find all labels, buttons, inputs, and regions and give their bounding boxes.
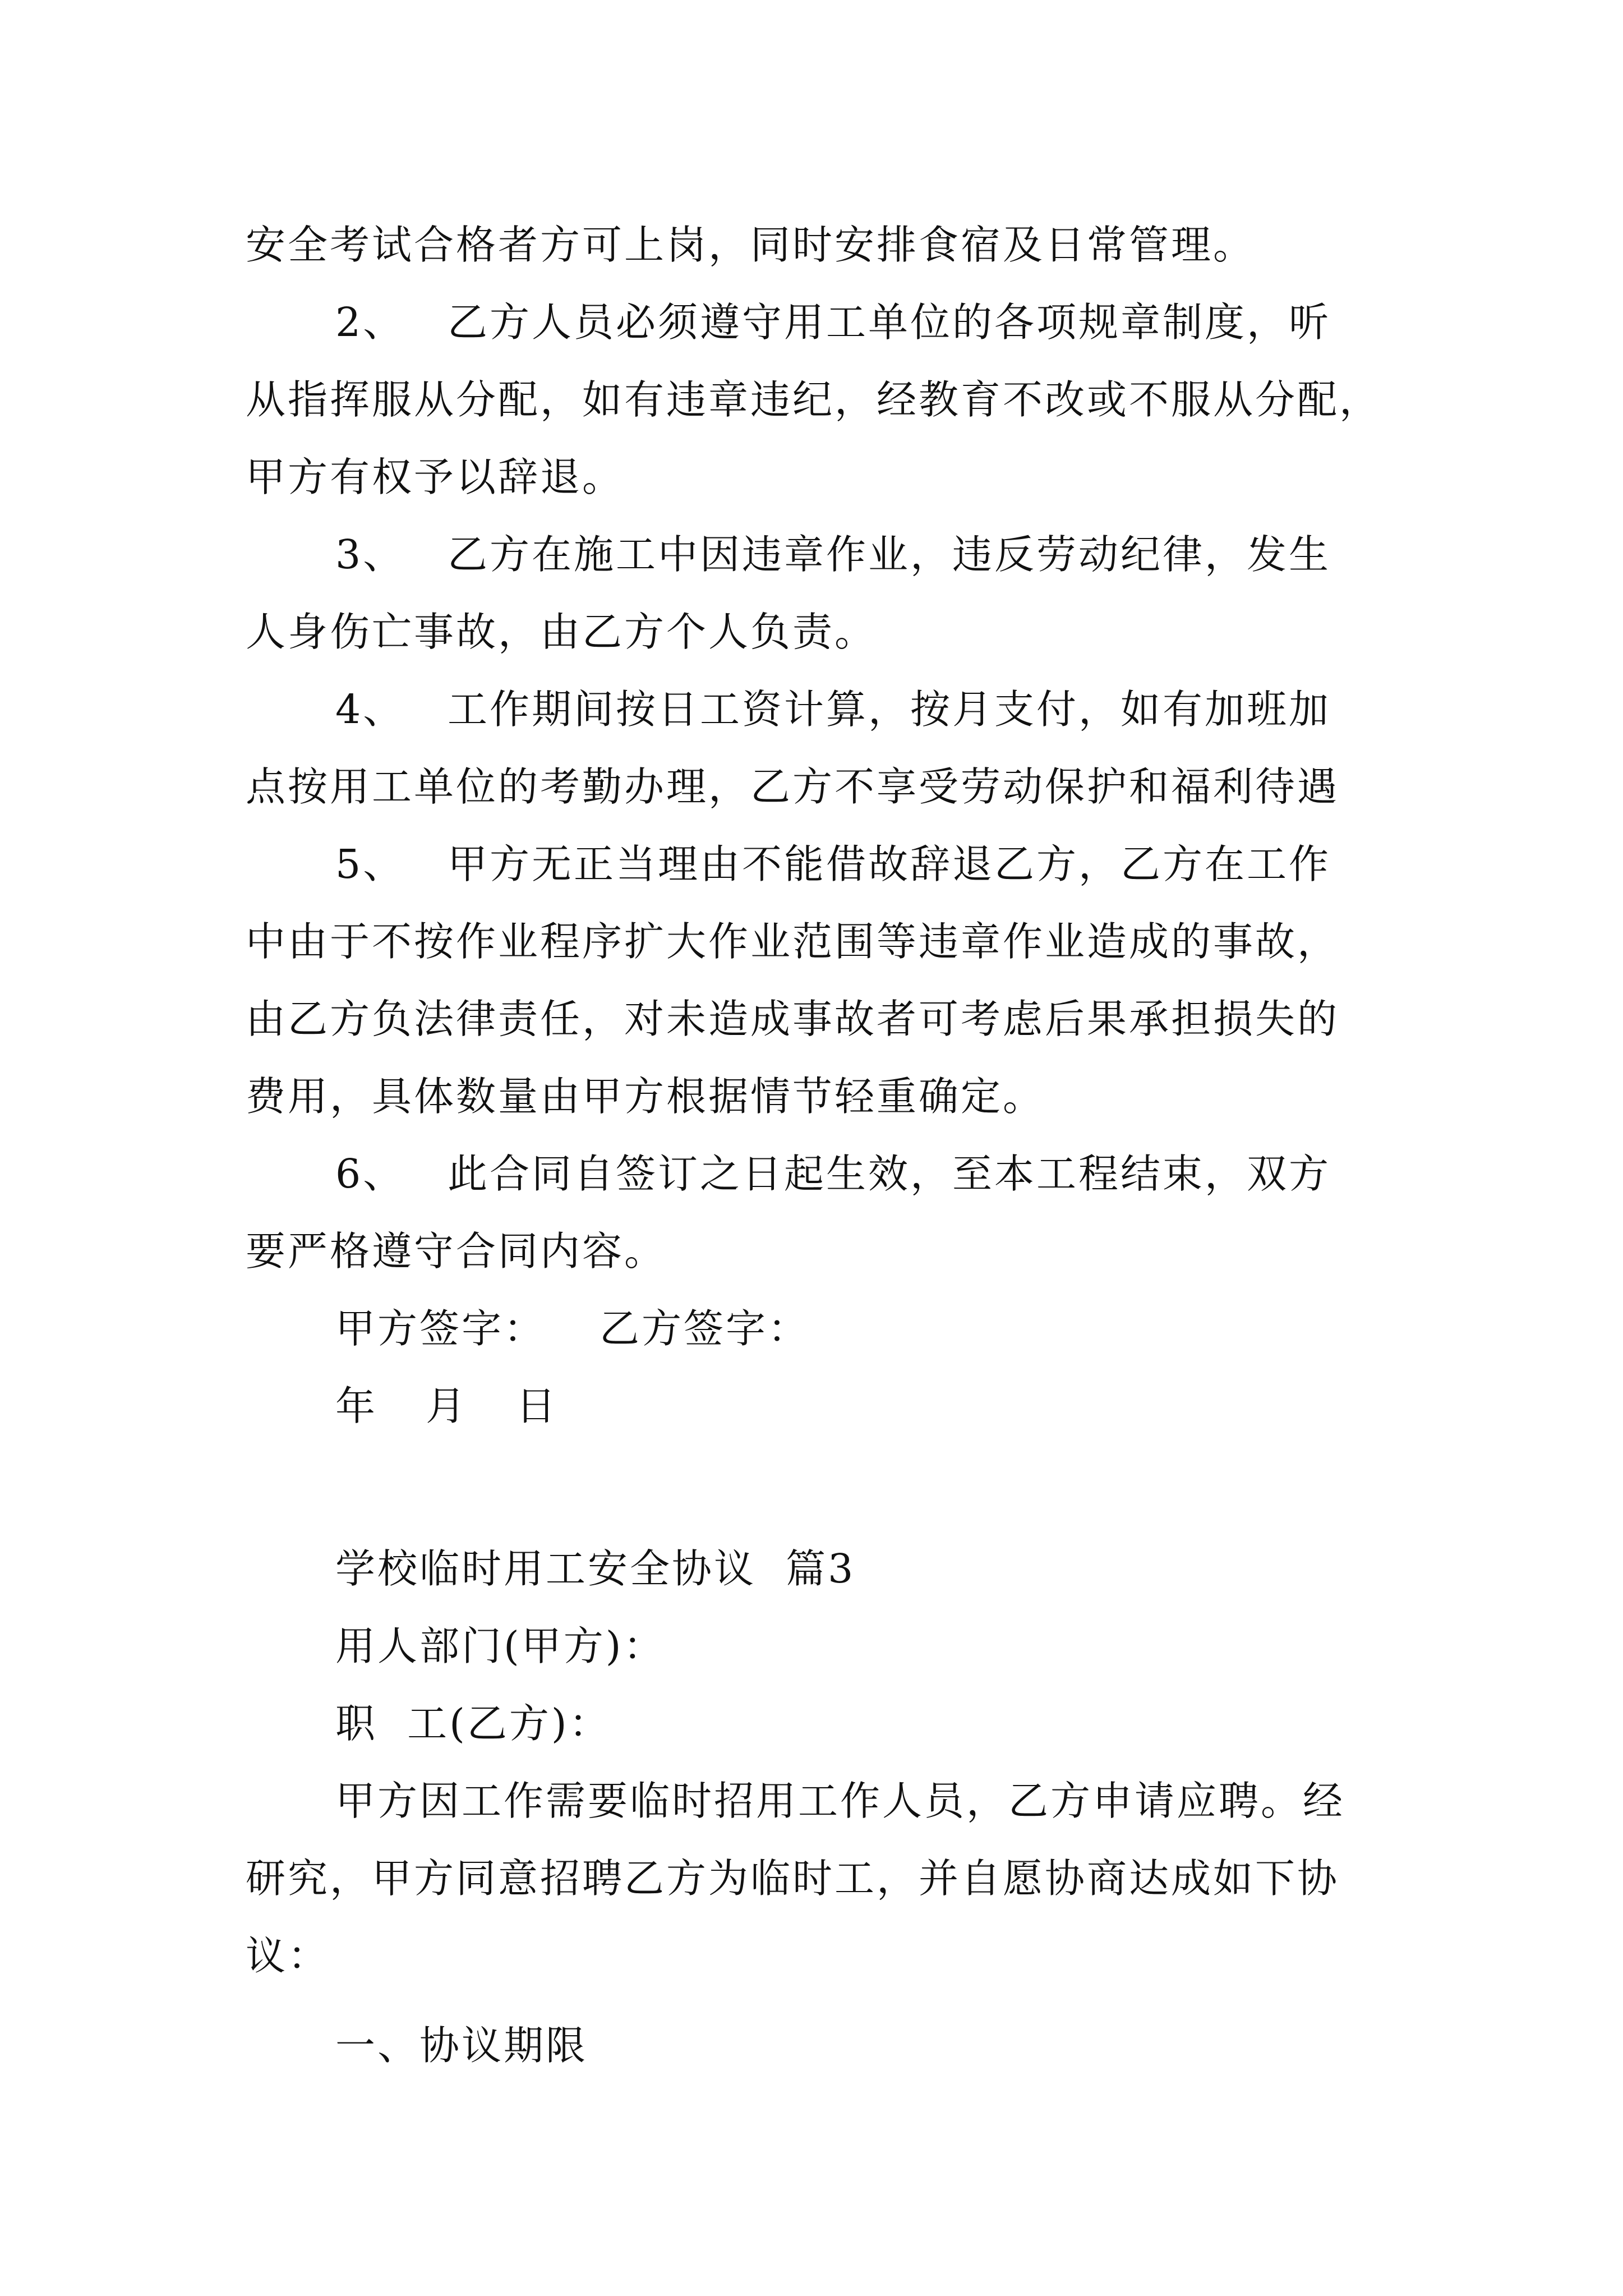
clause-5-line: 费用，具体数量由甲方根据情节轻重确定。 — [246, 1073, 1045, 1120]
intro-line: 议： — [246, 1932, 330, 1979]
clause-4-line: 点按用工单位的考勤办理，乙方不享受劳动保护和福利待遇 — [246, 763, 1340, 810]
clause-4-first-line — [246, 671, 1384, 748]
clause-5-text: 甲方无正当理由不能借故辞退乙方，乙方在工作 — [448, 841, 1331, 887]
clause-6-line: 要严格遵守合同内容。 — [246, 1228, 667, 1274]
clause-5-first-line — [246, 826, 1384, 903]
employee-label: 职 工(乙方)： — [335, 1700, 611, 1747]
party-b-signature-label: 乙方签字： — [600, 1305, 810, 1352]
party-a-signature-label: 甲方签字： — [335, 1305, 546, 1352]
employer-label: 用人部门(甲方)： — [335, 1623, 666, 1669]
date-month: 月 — [426, 1383, 468, 1429]
paragraph-line: 安全考试合格者方可上岗，同时安排食宿及日常管理。 — [246, 222, 1256, 268]
clause-2-number: 2、 — [335, 299, 405, 346]
clause-heading: 一、协议期限 — [335, 2022, 588, 2069]
clause-2-first-line — [246, 284, 1384, 361]
clause-2-line: 从指挥服从分配，如有违章违纪，经教育不改或不服从分配， — [246, 376, 1382, 423]
intro-first-line: 甲方因工作需要临时招用工作人员，乙方申请应聘。经 — [335, 1778, 1345, 1824]
signature-line — [246, 1290, 1384, 1368]
clause-3-line: 人身伤亡事故，由乙方个人负责。 — [246, 609, 877, 655]
clause-5-number: 5、 — [335, 841, 405, 887]
clause-6-first-line — [246, 1135, 1384, 1213]
clause-2-line: 甲方有权予以辞退。 — [246, 454, 625, 500]
section-spacer — [246, 1445, 1384, 1530]
clause-6-text: 此合同自签订之日起生效，至本工程结束，双方 — [448, 1151, 1331, 1197]
clause-4-number: 4、 — [335, 686, 405, 733]
clause-2-text: 乙方人员必须遵守用工单位的各项规章制度，听 — [448, 299, 1331, 346]
date-day: 日 — [516, 1383, 559, 1429]
date-year: 年 — [335, 1383, 378, 1429]
clause-3-first-line — [246, 516, 1384, 593]
clause-3-text: 乙方在施工中因违章作业，违反劳动纪律，发生 — [448, 531, 1331, 578]
section-title: 学校临时用工安全协议 篇3 — [335, 1545, 856, 1592]
clause-5-line: 中由于不按作业程序扩大作业范围等违章作业造成的事故， — [246, 918, 1340, 965]
clause-5-line: 由乙方负法律责任，对未造成事故者可考虑后果承担损失的 — [246, 996, 1340, 1042]
clause-4-text: 工作期间按日工资计算，按月支付，如有加班加 — [448, 686, 1331, 733]
intro-line: 研究，甲方同意招聘乙方为临时工，并自愿协商达成如下协 — [246, 1855, 1340, 1902]
date-line — [246, 1368, 1384, 1445]
clause-6-number: 6、 — [335, 1151, 405, 1197]
clause-3-number: 3、 — [335, 531, 405, 578]
document-body — [246, 206, 1384, 2085]
